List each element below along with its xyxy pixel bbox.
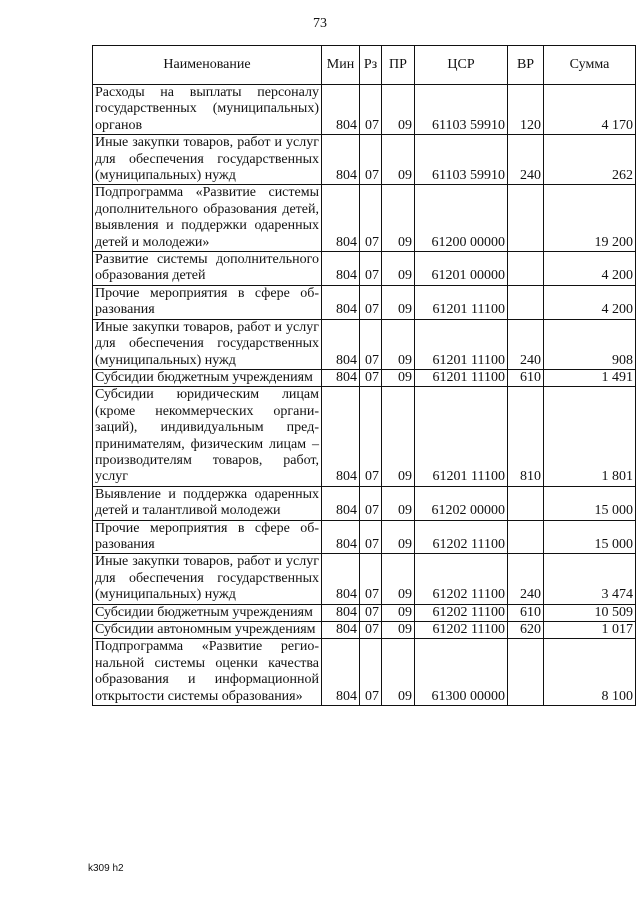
cell-pr: 09 — [382, 319, 415, 369]
cell-min: 804 — [322, 604, 360, 621]
table-row — [93, 639, 636, 706]
cell-min: 804 — [322, 486, 360, 520]
table-row — [93, 554, 636, 604]
cell-csr: 61202 11100 — [415, 554, 508, 604]
cell-rz: 07 — [360, 85, 382, 135]
cell-name: Развитие системы дополнительного образования детей — [93, 252, 322, 286]
cell-csr: 61300 00000 — [415, 639, 508, 706]
cell-name: Иные закупки товаров, работ и услуг для обеспечения государственных (муниципальных) нужд — [93, 319, 322, 369]
cell-name: Субсидии юридическим лицам (кроме некоммерческих организаций), индивидуальным предпринимателям, физическим лицам – производителям товаров, работ, услуг — [93, 387, 322, 486]
cell-rz: 07 — [360, 252, 382, 286]
cell-name: Подпрограмма «Развитие системы дополнительного образования детей, выявления и поддержки одаренных детей и молодежи» — [93, 185, 322, 252]
cell-sum: 4 200 — [544, 252, 636, 286]
column-header-sum: Сумма — [544, 46, 636, 85]
cell-name: Прочие мероприятия в сфере образования — [93, 285, 322, 319]
cell-rz: 07 — [360, 185, 382, 252]
table-row — [93, 369, 636, 386]
cell-vr — [508, 185, 544, 252]
cell-csr: 61201 11100 — [415, 387, 508, 486]
cell-min: 804 — [322, 622, 360, 639]
cell-pr: 09 — [382, 639, 415, 706]
cell-rz: 07 — [360, 319, 382, 369]
table-row — [93, 387, 636, 486]
table-row — [93, 185, 636, 252]
cell-sum: 3 474 — [544, 554, 636, 604]
cell-csr: 61201 11100 — [415, 369, 508, 386]
cell-min: 804 — [322, 252, 360, 286]
cell-rz: 07 — [360, 135, 382, 185]
cell-rz: 07 — [360, 604, 382, 621]
table-row — [93, 319, 636, 369]
cell-sum: 4 170 — [544, 85, 636, 135]
column-header-pr: ПР — [382, 46, 415, 85]
table-row — [93, 486, 636, 520]
cell-sum: 19 200 — [544, 185, 636, 252]
cell-name: Иные закупки товаров, работ и услуг для обеспечения государственных (муниципальных) нужд — [93, 554, 322, 604]
cell-sum: 1 491 — [544, 369, 636, 386]
cell-csr: 61202 00000 — [415, 486, 508, 520]
cell-csr: 61201 11100 — [415, 319, 508, 369]
cell-pr: 09 — [382, 604, 415, 621]
cell-vr: 620 — [508, 622, 544, 639]
table-row — [93, 604, 636, 621]
cell-vr: 120 — [508, 85, 544, 135]
table-row — [93, 85, 636, 135]
cell-csr: 61202 11100 — [415, 520, 508, 554]
cell-min: 804 — [322, 135, 360, 185]
document-code: k309 h2 — [88, 863, 124, 874]
cell-rz: 07 — [360, 622, 382, 639]
column-header-name: Наименование — [93, 46, 322, 85]
table-body — [93, 85, 636, 706]
cell-sum: 262 — [544, 135, 636, 185]
cell-pr: 09 — [382, 185, 415, 252]
cell-name: Субсидии бюджетным учреждениям — [93, 604, 322, 621]
table-row — [93, 622, 636, 639]
cell-csr: 61200 00000 — [415, 185, 508, 252]
cell-name: Выявление и поддержка одаренных детей и талантливой молодежи — [93, 486, 322, 520]
column-header-vr: ВР — [508, 46, 544, 85]
cell-vr: 240 — [508, 135, 544, 185]
table-row — [93, 252, 636, 286]
cell-pr: 09 — [382, 387, 415, 486]
cell-csr: 61202 11100 — [415, 604, 508, 621]
cell-vr — [508, 486, 544, 520]
cell-rz: 07 — [360, 486, 382, 520]
cell-min: 804 — [322, 554, 360, 604]
cell-sum: 8 100 — [544, 639, 636, 706]
cell-vr — [508, 520, 544, 554]
cell-min: 804 — [322, 369, 360, 386]
column-header-min: Мин — [322, 46, 360, 85]
cell-name: Подпрограмма «Развитие региональной системы оценки качества образования и информационной открытости системы образования» — [93, 639, 322, 706]
cell-sum: 908 — [544, 319, 636, 369]
cell-vr — [508, 252, 544, 286]
cell-csr: 61103 59910 — [415, 85, 508, 135]
cell-pr: 09 — [382, 554, 415, 604]
cell-min: 804 — [322, 639, 360, 706]
table-row — [93, 135, 636, 185]
cell-pr: 09 — [382, 622, 415, 639]
cell-csr: 61201 00000 — [415, 252, 508, 286]
cell-csr: 61201 11100 — [415, 285, 508, 319]
cell-min: 804 — [322, 85, 360, 135]
cell-vr: 240 — [508, 319, 544, 369]
cell-csr: 61103 59910 — [415, 135, 508, 185]
table-row — [93, 285, 636, 319]
cell-min: 804 — [322, 520, 360, 554]
cell-vr: 610 — [508, 369, 544, 386]
budget-table — [92, 45, 636, 706]
cell-csr: 61202 11100 — [415, 622, 508, 639]
cell-rz: 07 — [360, 639, 382, 706]
cell-rz: 07 — [360, 369, 382, 386]
cell-name: Расходы на выплаты персоналу государственных (муниципальных) органов — [93, 85, 322, 135]
cell-pr: 09 — [382, 486, 415, 520]
cell-pr: 09 — [382, 135, 415, 185]
cell-rz: 07 — [360, 387, 382, 486]
cell-pr: 09 — [382, 85, 415, 135]
cell-name: Субсидии автономным учреждениям — [93, 622, 322, 639]
cell-min: 804 — [322, 387, 360, 486]
cell-rz: 07 — [360, 285, 382, 319]
cell-name: Прочие мероприятия в сфере образования — [93, 520, 322, 554]
cell-sum: 4 200 — [544, 285, 636, 319]
cell-pr: 09 — [382, 285, 415, 319]
cell-pr: 09 — [382, 520, 415, 554]
cell-sum: 1 801 — [544, 387, 636, 486]
cell-name: Иные закупки товаров, работ и услуг для обеспечения государственных (муниципальных) нужд — [93, 135, 322, 185]
cell-sum: 15 000 — [544, 520, 636, 554]
cell-min: 804 — [322, 185, 360, 252]
column-header-csr: ЦСР — [415, 46, 508, 85]
cell-sum: 10 509 — [544, 604, 636, 621]
cell-pr: 09 — [382, 369, 415, 386]
column-header-rz: Рз — [360, 46, 382, 85]
table-row — [93, 520, 636, 554]
cell-vr: 610 — [508, 604, 544, 621]
page-number: 73 — [313, 16, 327, 31]
cell-min: 804 — [322, 285, 360, 319]
cell-sum: 15 000 — [544, 486, 636, 520]
cell-name: Субсидии бюджетным учреждениям — [93, 369, 322, 386]
cell-pr: 09 — [382, 252, 415, 286]
cell-vr: 810 — [508, 387, 544, 486]
cell-vr — [508, 285, 544, 319]
cell-vr — [508, 639, 544, 706]
cell-rz: 07 — [360, 520, 382, 554]
table-header-row — [93, 46, 636, 85]
cell-vr: 240 — [508, 554, 544, 604]
cell-min: 804 — [322, 319, 360, 369]
cell-rz: 07 — [360, 554, 382, 604]
cell-sum: 1 017 — [544, 622, 636, 639]
